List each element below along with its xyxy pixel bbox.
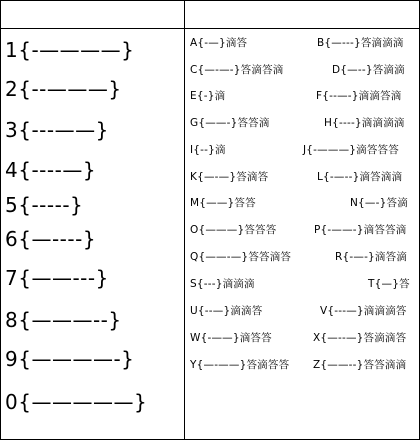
- letter-code: R{-—-}滴答滴: [335, 251, 408, 263]
- letter-code: T{—}答: [368, 278, 410, 290]
- letter-code: H{----}滴滴滴滴: [324, 117, 405, 129]
- header-cell-right: [185, 0, 419, 28]
- letter-code: N{—-}答滴: [350, 197, 408, 209]
- letter-code: P{-——-}滴答答滴: [314, 224, 407, 236]
- letter-code: X{—--—}答滴滴答: [313, 332, 407, 344]
- table-divider: [184, 0, 185, 440]
- letter-code: G{——-}答答滴: [190, 117, 270, 129]
- digit-row: 8{———--}: [5, 308, 122, 332]
- digit-row: 5{-----}: [5, 193, 84, 217]
- letter-code: B{—---}答滴滴滴: [317, 37, 404, 49]
- digit-row: 2{--———}: [5, 77, 122, 101]
- digit-row: 0{—————}: [5, 390, 148, 414]
- letter-code: Q{——-—}答答滴答: [190, 251, 292, 263]
- letter-code: S{---}滴滴滴: [190, 278, 255, 290]
- letter-code: W{-——}滴答答: [190, 332, 272, 344]
- letter-code: M{——}答答: [190, 197, 256, 209]
- letter-code: V{---—}滴滴滴答: [320, 305, 407, 317]
- digit-row: 6{—----}: [5, 227, 97, 251]
- letter-code: A{-—}滴答: [190, 37, 248, 49]
- digit-row: 4{----—}: [5, 158, 97, 182]
- letter-code: Y{—-——}答滴答答: [190, 359, 290, 371]
- letter-code: L{-—--}滴答滴滴: [317, 171, 403, 183]
- digit-row: 1{-————}: [5, 38, 135, 62]
- letter-code: C{—-—-}答滴答滴: [190, 64, 284, 76]
- letter-code: J{-———}滴答答答: [303, 144, 399, 156]
- letter-code: U{--—}滴滴答: [190, 305, 263, 317]
- digit-row: 3{---——}: [5, 118, 109, 142]
- letter-code: F{--—-}滴滴答滴: [316, 90, 402, 102]
- letter-code: O{———}答答答: [190, 224, 277, 236]
- letter-code: I{--}滴: [190, 144, 226, 156]
- letter-code: D{—--}答滴滴: [332, 64, 405, 76]
- letter-code: E{-}滴: [190, 90, 226, 102]
- header-cell-left: [0, 0, 184, 28]
- letter-code: Z{——--}答答滴滴: [313, 359, 407, 371]
- digit-row: 9{————-}: [5, 347, 135, 371]
- table-border-left: [0, 0, 1, 440]
- digit-row: 7{——---}: [5, 266, 109, 290]
- header-divider: [0, 28, 420, 29]
- letter-code: K{—-—}答滴答: [190, 171, 269, 183]
